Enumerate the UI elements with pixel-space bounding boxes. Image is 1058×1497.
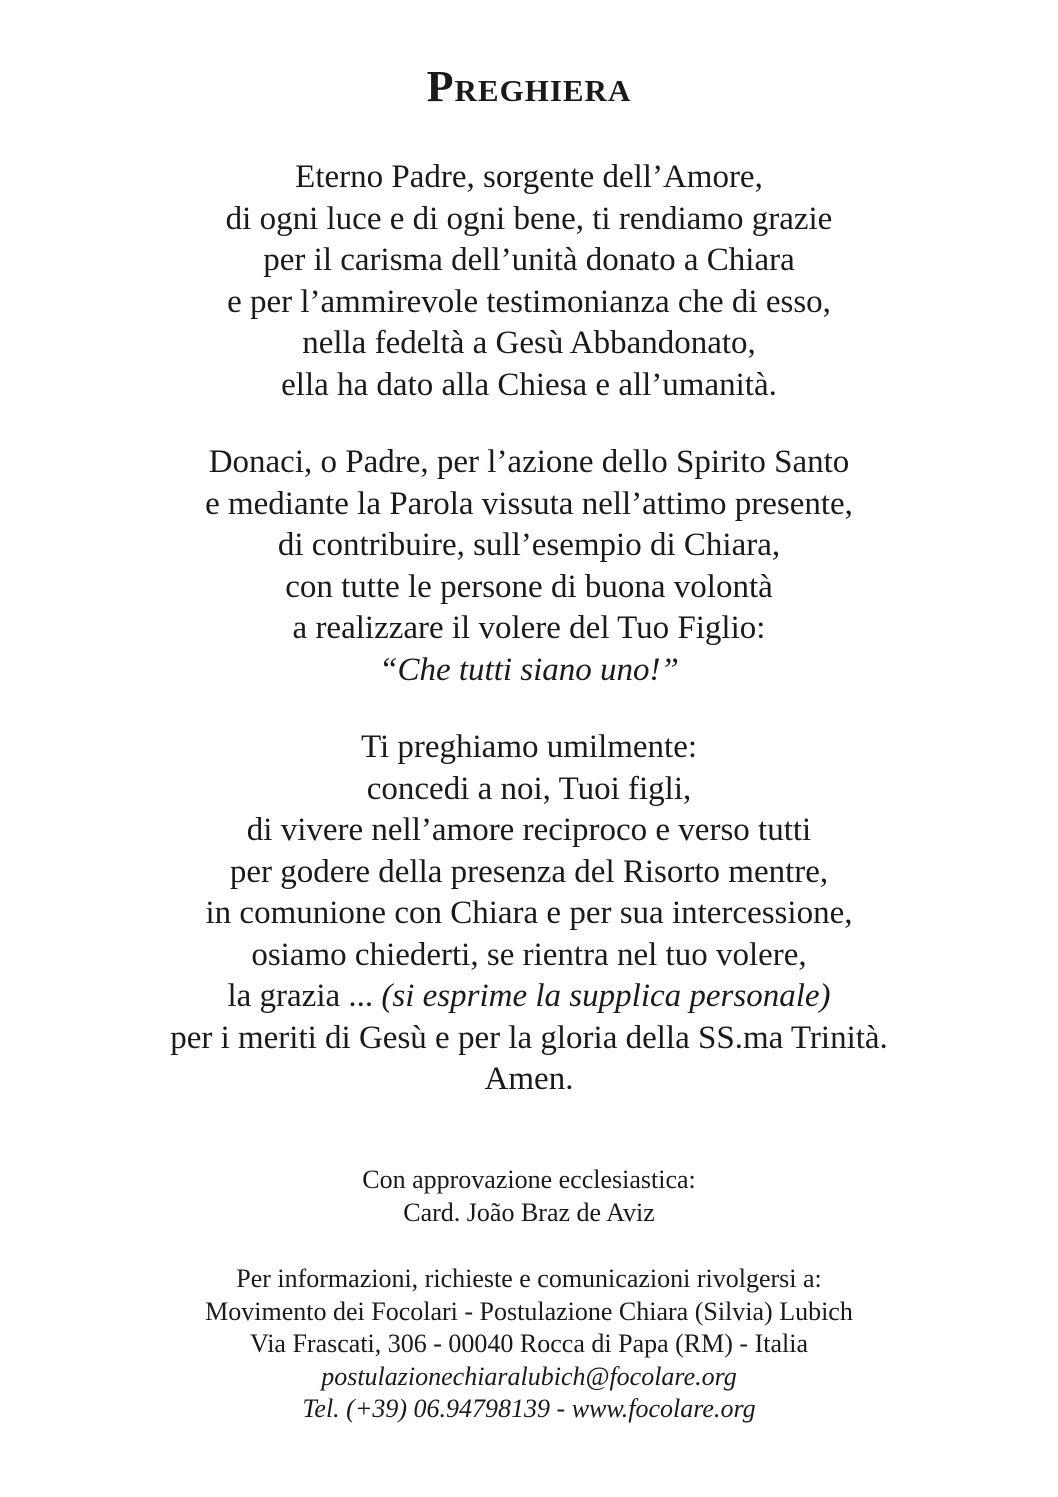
- title-initial: P: [426, 62, 455, 111]
- prayer-stanza-2: [0, 442, 1058, 691]
- stanza-line: per i meriti di Gesù e per la gloria della SS.ma Trinità.: [170, 1019, 888, 1056]
- approval-cardinal: Card. João Braz de Aviz: [403, 1197, 655, 1227]
- stanza-line: ella ha dato alla Chiesa e all’umanità.: [281, 366, 777, 403]
- stanza-line: di contribuire, sull’esempio di Chiara,: [277, 527, 781, 563]
- prayer-stanza-3: [0, 727, 1058, 1101]
- stanza-line: Eterno Padre, sorgente dell’Amore,: [295, 159, 763, 195]
- stanza-line: in comunione con Chiara e per sua intercessione,: [205, 895, 853, 931]
- stanza-line: di ogni luce e di ogni bene, ti rendiamo grazie: [225, 200, 833, 237]
- stanza-line: per godere della presenza del Risorto mentre,: [229, 853, 829, 890]
- title-rest: reghiera: [454, 62, 632, 111]
- stanza-line: Donaci, o Padre, per l’azione dello Spirito Santo: [208, 444, 850, 480]
- stanza-line: per il carisma dell’unità donato a Chiara: [263, 242, 795, 278]
- stanza-line: nella fedeltà a Gesù Abbandonato,: [302, 325, 756, 361]
- contact-intro: Per informazioni, richieste e comunicazioni rivolgersi a:: [236, 1264, 822, 1293]
- ecclesiastical-approval: [0, 1164, 1058, 1229]
- amen-line: Amen.: [484, 1061, 574, 1097]
- approval-label: Con approvazione ecclesiastica:: [362, 1165, 696, 1194]
- stanza-line: di vivere nell’amore reciproco e verso tutti: [246, 812, 812, 848]
- contact-address: Via Frascati, 306 - 00040 Rocca di Papa (RM) - Italia: [249, 1329, 808, 1358]
- stanza-line: osiamo chiederti, se rientra nel tuo volere,: [251, 936, 807, 973]
- contact-phone-web: Tel. (+39) 06.94798139 - www.focolare.org: [302, 1394, 756, 1423]
- grace-line: [0, 976, 1058, 1018]
- page-title: [0, 62, 1058, 112]
- stanza-line: con tutte le persone di buona volontà: [285, 568, 773, 605]
- stanza-line: Ti preghiamo umilmente:: [360, 729, 698, 765]
- quote-line: “Che tutti siano uno!”: [379, 651, 679, 688]
- contact-organization: Movimento dei Focolari - Postulazione Chiara (Silvia) Lubich: [205, 1296, 853, 1326]
- stanza-line: e per l’ammirevole testimonianza che di esso,: [227, 283, 831, 320]
- grace-text: la grazia ...: [227, 978, 382, 1014]
- stanza-line: a realizzare il volere del Tuo Figlio:: [292, 610, 766, 646]
- grace-note: (si esprime la supplica personale): [381, 978, 831, 1014]
- prayer-stanza-1: [0, 157, 1058, 406]
- contact-email: postulazionechiaralubich@focolare.org: [321, 1361, 737, 1391]
- stanza-line: e mediante la Parola vissuta nell’attimo presente,: [205, 485, 853, 522]
- stanza-line: concedi a noi, Tuoi figli,: [366, 770, 692, 807]
- contact-info: [0, 1263, 1058, 1426]
